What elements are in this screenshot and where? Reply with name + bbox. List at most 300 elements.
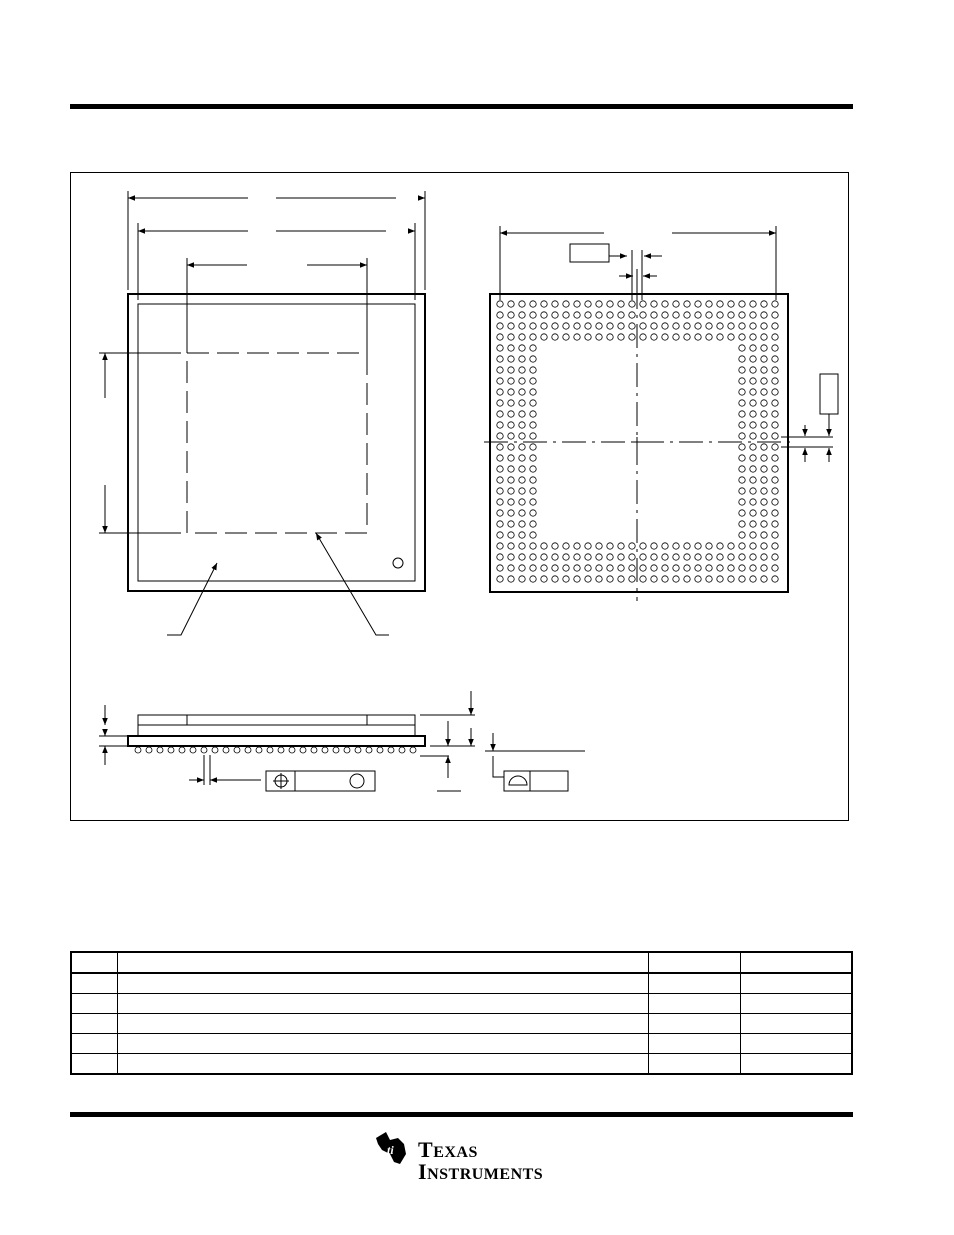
- solder-ball: [508, 565, 514, 571]
- solder-ball: [519, 334, 525, 340]
- solder-ball: [662, 301, 668, 307]
- solder-ball: [519, 312, 525, 318]
- solder-ball: [519, 532, 525, 538]
- solder-ball: [684, 312, 690, 318]
- solder-ball: [508, 444, 514, 450]
- solder-ball: [618, 565, 624, 571]
- solder-ball: [651, 565, 657, 571]
- solder-ball: [552, 312, 558, 318]
- solder-ball: [673, 312, 679, 318]
- solder-ball: [530, 422, 536, 428]
- solder-ball: [497, 312, 503, 318]
- solder-ball: [662, 312, 668, 318]
- solder-ball: [761, 576, 767, 582]
- solder-ball: [530, 400, 536, 406]
- solder-ball: [717, 543, 723, 549]
- solder-ball: [651, 301, 657, 307]
- table-row: [71, 994, 852, 1014]
- solder-ball: [541, 543, 547, 549]
- table-cell: [117, 1034, 648, 1054]
- solder-ball: [739, 301, 745, 307]
- solder-ball: [530, 389, 536, 395]
- table-cell: [740, 1054, 852, 1075]
- solder-ball: [497, 389, 503, 395]
- solder-ball: [519, 576, 525, 582]
- solder-ball: [552, 565, 558, 571]
- solder-ball: [640, 334, 646, 340]
- side-solder-ball: [344, 747, 350, 753]
- solder-ball: [585, 312, 591, 318]
- solder-ball: [497, 466, 503, 472]
- solder-ball: [739, 444, 745, 450]
- solder-ball: [530, 455, 536, 461]
- table-cell: [740, 994, 852, 1014]
- solder-ball: [596, 312, 602, 318]
- solder-ball: [530, 356, 536, 362]
- solder-ball: [497, 378, 503, 384]
- solder-ball: [497, 367, 503, 373]
- solder-ball: [739, 356, 745, 362]
- solder-ball: [761, 510, 767, 516]
- solder-ball: [563, 543, 569, 549]
- solder-ball: [750, 411, 756, 417]
- package-drawing: [70, 172, 849, 821]
- solder-ball: [530, 466, 536, 472]
- solder-ball: [519, 466, 525, 472]
- side-solder-ball: [157, 747, 163, 753]
- solder-ball: [497, 301, 503, 307]
- solder-ball: [662, 565, 668, 571]
- solder-ball: [629, 323, 635, 329]
- solder-ball: [574, 576, 580, 582]
- solder-ball: [684, 334, 690, 340]
- solder-ball: [673, 554, 679, 560]
- solder-ball: [508, 455, 514, 461]
- mechanical-drawing-svg: [71, 173, 850, 822]
- solder-ball: [761, 334, 767, 340]
- solder-ball: [618, 334, 624, 340]
- solder-ball: [563, 565, 569, 571]
- solder-ball: [772, 389, 778, 395]
- solder-ball: [585, 301, 591, 307]
- table-header-cell: [117, 952, 648, 973]
- solder-ball: [585, 554, 591, 560]
- solder-ball: [508, 433, 514, 439]
- solder-ball: [629, 312, 635, 318]
- solder-ball: [717, 312, 723, 318]
- solder-ball: [772, 521, 778, 527]
- side-solder-ball: [289, 747, 295, 753]
- solder-ball: [739, 543, 745, 549]
- solder-ball: [519, 499, 525, 505]
- solder-ball: [618, 543, 624, 549]
- solder-ball: [717, 565, 723, 571]
- table-header-cell: [648, 952, 740, 973]
- solder-ball: [739, 521, 745, 527]
- solder-ball: [552, 576, 558, 582]
- solder-ball: [728, 543, 734, 549]
- solder-ball: [596, 334, 602, 340]
- solder-ball: [761, 400, 767, 406]
- solder-ball: [530, 510, 536, 516]
- solder-ball: [552, 323, 558, 329]
- solder-ball: [761, 543, 767, 549]
- solder-ball: [761, 301, 767, 307]
- solder-ball: [530, 532, 536, 538]
- solder-ball: [618, 323, 624, 329]
- solder-ball: [772, 565, 778, 571]
- solder-ball: [695, 312, 701, 318]
- solder-ball: [750, 323, 756, 329]
- solder-ball: [574, 301, 580, 307]
- solder-ball: [530, 521, 536, 527]
- side-solder-ball: [355, 747, 361, 753]
- solder-ball: [761, 455, 767, 461]
- solder-ball: [530, 543, 536, 549]
- solder-ball: [772, 488, 778, 494]
- solder-ball: [629, 301, 635, 307]
- table-row: [71, 1034, 852, 1054]
- side-solder-ball: [234, 747, 240, 753]
- table-row: [71, 1014, 852, 1034]
- solder-ball: [772, 323, 778, 329]
- solder-ball: [508, 532, 514, 538]
- solder-ball: [750, 400, 756, 406]
- solder-ball: [750, 565, 756, 571]
- solder-ball: [750, 334, 756, 340]
- side-solder-ball: [300, 747, 306, 753]
- solder-ball: [508, 543, 514, 549]
- table-cell: [117, 994, 648, 1014]
- solder-ball: [662, 576, 668, 582]
- solder-ball: [695, 323, 701, 329]
- solder-ball: [541, 312, 547, 318]
- side-solder-ball: [146, 747, 152, 753]
- solder-ball: [673, 565, 679, 571]
- solder-ball: [574, 543, 580, 549]
- solder-ball: [728, 554, 734, 560]
- table-cell: [71, 1014, 117, 1034]
- solder-ball: [761, 532, 767, 538]
- solder-ball: [651, 554, 657, 560]
- solder-ball: [585, 323, 591, 329]
- solder-ball: [651, 312, 657, 318]
- table-cell: [71, 973, 117, 994]
- ti-word-instruments: INSTRUMENTS: [418, 1159, 544, 1184]
- solder-ball: [739, 499, 745, 505]
- solder-ball: [662, 554, 668, 560]
- solder-ball: [739, 411, 745, 417]
- solder-ball: [508, 312, 514, 318]
- solder-ball: [596, 565, 602, 571]
- solder-ball: [739, 554, 745, 560]
- solder-ball: [596, 543, 602, 549]
- solder-ball: [739, 367, 745, 373]
- solder-ball: [750, 378, 756, 384]
- solder-ball: [497, 554, 503, 560]
- solder-ball: [508, 301, 514, 307]
- side-solder-ball: [366, 747, 372, 753]
- solder-ball: [530, 565, 536, 571]
- solder-ball: [739, 510, 745, 516]
- solder-ball: [695, 576, 701, 582]
- table-cell: [117, 1014, 648, 1034]
- solder-ball: [519, 433, 525, 439]
- solder-ball: [519, 411, 525, 417]
- solder-ball: [651, 334, 657, 340]
- table-cell: [71, 1034, 117, 1054]
- solder-ball: [706, 334, 712, 340]
- solder-ball: [739, 532, 745, 538]
- solder-ball: [684, 323, 690, 329]
- solder-ball: [497, 543, 503, 549]
- solder-ball: [772, 554, 778, 560]
- solder-ball: [750, 433, 756, 439]
- solder-ball: [651, 543, 657, 549]
- solder-ball: [552, 334, 558, 340]
- solder-ball: [739, 323, 745, 329]
- ti-state-icon: [372, 1128, 412, 1168]
- solder-ball: [629, 576, 635, 582]
- solder-ball: [772, 543, 778, 549]
- table-cell: [71, 994, 117, 1014]
- solder-ball: [695, 301, 701, 307]
- solder-ball: [519, 444, 525, 450]
- solder-ball: [508, 400, 514, 406]
- solder-ball: [739, 378, 745, 384]
- side-solder-ball: [377, 747, 383, 753]
- solder-ball: [519, 301, 525, 307]
- side-ball-row: [135, 747, 416, 753]
- solder-ball: [684, 554, 690, 560]
- solder-ball: [508, 389, 514, 395]
- solder-ball: [497, 400, 503, 406]
- solder-ball: [640, 565, 646, 571]
- table-cell: [740, 973, 852, 994]
- solder-ball: [640, 576, 646, 582]
- solder-ball: [684, 576, 690, 582]
- header-rule: [70, 104, 853, 109]
- solder-ball: [497, 444, 503, 450]
- solder-ball: [772, 510, 778, 516]
- solder-ball: [739, 400, 745, 406]
- solder-ball: [761, 378, 767, 384]
- solder-ball: [541, 554, 547, 560]
- solder-ball: [761, 345, 767, 351]
- solder-ball: [772, 378, 778, 384]
- solder-ball: [585, 576, 591, 582]
- solder-ball: [508, 499, 514, 505]
- solder-ball: [673, 334, 679, 340]
- solder-ball: [673, 323, 679, 329]
- solder-ball: [728, 576, 734, 582]
- solder-ball: [772, 400, 778, 406]
- solder-ball: [607, 301, 613, 307]
- solder-ball: [717, 301, 723, 307]
- solder-ball: [519, 477, 525, 483]
- table-cell: [71, 1054, 117, 1075]
- solder-ball: [585, 543, 591, 549]
- solder-ball: [497, 576, 503, 582]
- solder-ball: [761, 444, 767, 450]
- side-solder-ball: [201, 747, 207, 753]
- solder-ball: [739, 422, 745, 428]
- solder-ball: [640, 323, 646, 329]
- solder-ball: [607, 554, 613, 560]
- solder-ball: [530, 576, 536, 582]
- solder-ball: [750, 301, 756, 307]
- side-solder-ball: [256, 747, 262, 753]
- solder-ball: [750, 499, 756, 505]
- solder-ball: [497, 356, 503, 362]
- solder-ball: [695, 554, 701, 560]
- solder-ball: [541, 323, 547, 329]
- side-solder-ball: [168, 747, 174, 753]
- solder-ball: [574, 312, 580, 318]
- solder-ball: [519, 510, 525, 516]
- solder-ball: [750, 521, 756, 527]
- solder-ball: [772, 422, 778, 428]
- ti-word-texas: TEXAS: [418, 1137, 478, 1162]
- solder-ball: [750, 455, 756, 461]
- solder-ball: [585, 565, 591, 571]
- footer-rule: [70, 1112, 853, 1117]
- solder-ball: [574, 565, 580, 571]
- solder-ball: [574, 334, 580, 340]
- solder-ball: [508, 411, 514, 417]
- solder-ball: [508, 422, 514, 428]
- bottom-view: [484, 226, 838, 601]
- solder-ball: [574, 323, 580, 329]
- solder-ball: [761, 356, 767, 362]
- solder-ball: [772, 455, 778, 461]
- table-header-cell: [71, 952, 117, 973]
- solder-ball: [519, 389, 525, 395]
- table-cell: [648, 1034, 740, 1054]
- solder-ball: [695, 565, 701, 571]
- solder-ball: [519, 554, 525, 560]
- solder-ball: [772, 411, 778, 417]
- solder-ball: [728, 334, 734, 340]
- solder-ball: [508, 576, 514, 582]
- top-view: [99, 191, 425, 635]
- solder-ball: [750, 422, 756, 428]
- side-solder-ball: [245, 747, 251, 753]
- solder-ball: [684, 565, 690, 571]
- solder-ball: [772, 356, 778, 362]
- table-cell: [740, 1034, 852, 1054]
- solder-ball: [640, 543, 646, 549]
- side-solder-ball: [333, 747, 339, 753]
- solder-ball: [706, 554, 712, 560]
- solder-ball: [607, 312, 613, 318]
- solder-ball: [596, 576, 602, 582]
- solder-ball: [563, 312, 569, 318]
- solder-ball: [530, 433, 536, 439]
- solder-ball: [541, 334, 547, 340]
- side-solder-ball: [399, 747, 405, 753]
- solder-ball: [497, 510, 503, 516]
- solder-ball: [497, 565, 503, 571]
- side-solder-ball: [267, 747, 273, 753]
- solder-ball: [772, 433, 778, 439]
- solder-ball: [739, 565, 745, 571]
- solder-ball: [706, 301, 712, 307]
- solder-ball: [530, 378, 536, 384]
- solder-ball: [640, 301, 646, 307]
- solder-ball: [508, 356, 514, 362]
- solder-ball: [739, 477, 745, 483]
- solder-ball: [706, 576, 712, 582]
- solder-ball: [618, 576, 624, 582]
- side-solder-ball: [388, 747, 394, 753]
- solder-ball: [739, 389, 745, 395]
- solder-ball: [651, 323, 657, 329]
- solder-ball: [739, 334, 745, 340]
- solder-ball: [772, 499, 778, 505]
- side-solder-ball: [322, 747, 328, 753]
- side-solder-ball: [135, 747, 141, 753]
- dimensions-table: [70, 951, 853, 1075]
- solder-ball: [607, 565, 613, 571]
- solder-ball: [530, 345, 536, 351]
- solder-ball: [508, 345, 514, 351]
- solder-ball: [761, 488, 767, 494]
- solder-ball: [684, 301, 690, 307]
- side-solder-ball: [223, 747, 229, 753]
- solder-ball: [695, 543, 701, 549]
- solder-ball: [772, 576, 778, 582]
- solder-ball: [739, 312, 745, 318]
- solder-ball: [629, 543, 635, 549]
- solder-ball: [519, 323, 525, 329]
- solder-ball: [761, 554, 767, 560]
- solder-ball: [761, 565, 767, 571]
- solder-ball: [750, 367, 756, 373]
- solder-ball: [497, 422, 503, 428]
- solder-ball: [739, 433, 745, 439]
- solder-ball: [772, 444, 778, 450]
- solder-ball: [728, 301, 734, 307]
- solder-ball: [750, 444, 756, 450]
- solder-ball: [750, 356, 756, 362]
- solder-ball: [750, 389, 756, 395]
- solder-ball: [607, 576, 613, 582]
- solder-ball: [706, 565, 712, 571]
- solder-ball: [530, 301, 536, 307]
- solder-ball: [618, 312, 624, 318]
- solder-ball: [541, 301, 547, 307]
- solder-ball: [519, 455, 525, 461]
- solder-ball: [552, 554, 558, 560]
- solder-ball: [772, 367, 778, 373]
- side-solder-ball: [179, 747, 185, 753]
- solder-ball: [761, 466, 767, 472]
- solder-ball: [750, 312, 756, 318]
- solder-ball: [508, 510, 514, 516]
- solder-ball: [750, 345, 756, 351]
- solder-ball: [739, 466, 745, 472]
- table-cell: [648, 973, 740, 994]
- solder-ball: [662, 543, 668, 549]
- solder-ball: [519, 521, 525, 527]
- solder-ball: [596, 323, 602, 329]
- solder-ball: [530, 312, 536, 318]
- solder-ball: [519, 422, 525, 428]
- solder-ball: [750, 477, 756, 483]
- solder-ball: [519, 367, 525, 373]
- solder-ball: [618, 301, 624, 307]
